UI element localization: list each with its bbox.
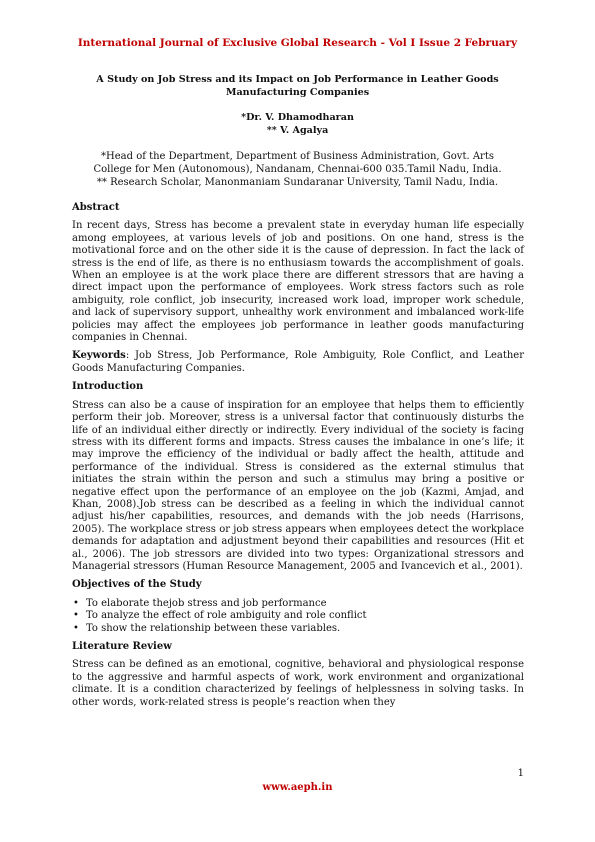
keywords-text: : Job Stress, Job Performance, Role Ambiguity, Role Conflict, and Leather Goods Manufacturing Companies.: [72, 350, 524, 374]
footer-url: www.aeph.in: [262, 782, 333, 793]
affiliations: [70, 150, 525, 189]
list-item: [73, 622, 524, 635]
affiliation-line-3: ** Research Scholar, Manonmaniam Sundaranar University, Tamil Nadu, India.: [96, 177, 499, 188]
author-2: ** V. Agalya: [266, 125, 329, 136]
paper-title: [70, 73, 525, 99]
abstract-heading: Abstract: [72, 202, 120, 213]
objective-text: To analyze the effect of role ambiguity and role conflict: [86, 610, 367, 622]
journal-header: International Journal of Exclusive Global Research - Vol I Issue 2 February: [77, 37, 518, 49]
affiliation-line-1: *Head of the Department, Department of Business Administration, Govt. Arts: [101, 151, 494, 162]
paper-body: [72, 202, 524, 715]
bullet-icon: •: [73, 622, 79, 634]
objectives-list: [72, 598, 524, 635]
paper-title-line-2: Manufacturing Companies: [225, 87, 370, 98]
list-item: [73, 610, 524, 622]
keywords-paragraph: [72, 350, 524, 375]
author-1: *Dr. V. Dhamodharan: [241, 112, 354, 123]
affiliation-line-2: College for Men (Autonomous), Nandanam, Chennai-600 035.Tamil Nadu, India.: [93, 164, 502, 175]
page-number: 1: [517, 768, 524, 779]
objective-text: To show the relationship between these variables.: [86, 622, 341, 634]
introduction-heading: Introduction: [72, 381, 144, 393]
objective-text: To elaborate thejob stress and job performance: [86, 597, 327, 609]
paper-title-line-1: A Study on Job Stress and its Impact on Job Performance in Leather Goods: [96, 74, 499, 85]
abstract-text: In recent days, Stress has become a prevalent state in everyday human life especially among employees, at various levels of job and positions. On one hand, stress is the motivational force and on the other side it is the cause of depression. In fact the lack of stress is the end of life, as there is no enthusiasm towards the accomplishment of goals. When an employee is at the work place there are different stressors that are having a direct impact upon the performance of employees. Work stress factors such as role ambiguity, role conflict, job insecurity, increased work load, improper work schedule, and lack of supervisory support, unhealthy work environment and imbalanced work-life policies may affect the employees job performance in leather goods manufacturing companies in Chennai.: [72, 220, 524, 344]
literature-text: Stress can be defined as an emotional, cognitive, behavioral and physiological response to the aggressive and harmful aspects of work, work environment and organizational climate. It is a condition characterized by feelings of helplessness in solving tasks. In other words, work-related stress is people’s reaction when they: [72, 659, 524, 708]
introduction-text: Stress can also be a cause of inspiration for an employee that helps them to efficiently perform their job. Moreover, stress is a universal factor that continuously disturbs the life of an individual either directly or indirectly. Every individual of the society is facing stress with its different forms and impacts. Stress causes the imbalance in one’s life; it may improve the efficiency of the individual or badly affect the health, attitude and performance of the individual. Stress is considered as the external stimulus that initiates the strain within the person and such a stimulus may bring a positive or negative effect upon the performance of an employee on the job (Kazmi, Amjad, and Khan, 2008).Job stress can be described as a feeling in which the individual cannot adjust his/her capabilities, resources, and demands with the job needs (Harrisons, 2005). The workplace stress or job stress appears when employees detect the workplace demands for adaptation and adjustment beyond their capabilities and resources (Hit et al., 2006). The job stressors are divided into two types: Organizational stressors and Managerial stressors (Human Resource Management, 2005 and Ivancevich et al., 2001).: [72, 399, 524, 572]
keywords-label: Keywords: [72, 350, 126, 362]
author-list: [0, 111, 595, 137]
literature-heading: Literature Review: [72, 641, 172, 652]
bullet-icon: •: [73, 597, 79, 609]
bullet-icon: •: [73, 610, 79, 622]
objectives-heading: Objectives of the Study: [72, 579, 202, 591]
list-item: [73, 597, 524, 610]
